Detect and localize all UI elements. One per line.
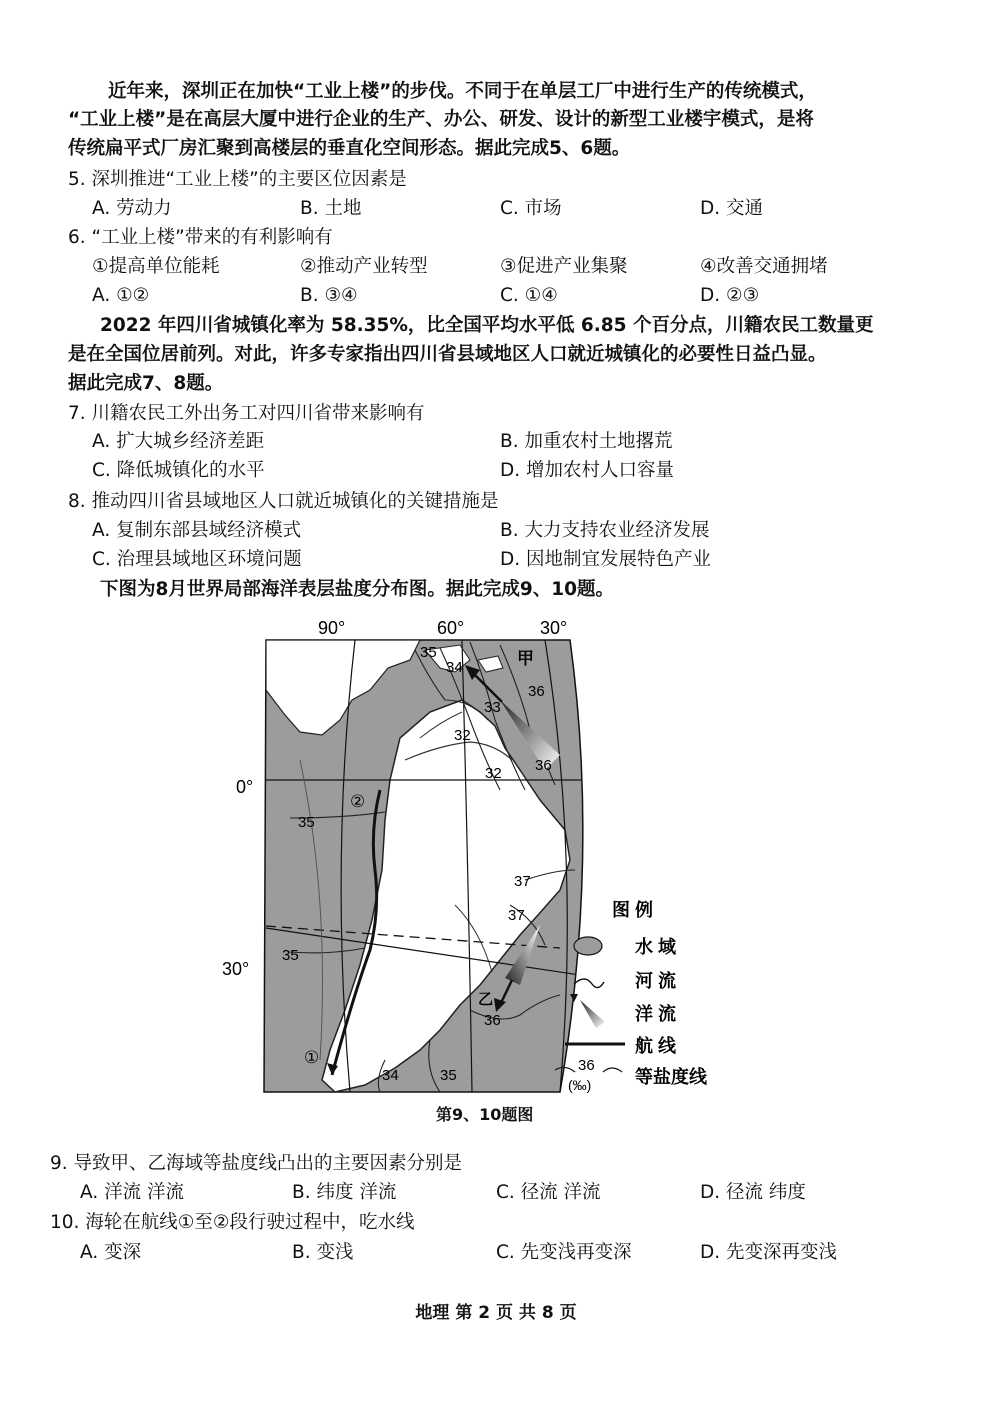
q5-option-b: B. 土地: [300, 198, 362, 219]
q8-option-c: C. 治理县域地区环境问题: [92, 549, 302, 570]
q7-option-d: D. 增加农村人口容量: [500, 460, 675, 481]
q7-option-c: C. 降低城镇化的水平: [92, 460, 265, 481]
iso-label: 35: [298, 814, 315, 831]
legend-river-swatch: [574, 979, 604, 988]
iso-label: 34: [446, 659, 463, 676]
q10-option-c: C. 先变浅再变深: [496, 1242, 632, 1263]
q6-stem: 6. “工业上楼”带来的有利影响有: [68, 227, 333, 248]
iso-label: 35: [420, 644, 437, 661]
q8-option-b: B. 大力支持农业经济发展: [500, 520, 710, 541]
iso-label: 36: [528, 683, 545, 700]
q10-option-b: B. 变浅: [292, 1242, 354, 1263]
q9-option-d: D. 径流 纬度: [700, 1182, 806, 1203]
passage2-line3: 据此完成7、8题。: [68, 373, 224, 394]
q10-option-d: D. 先变深再变浅: [700, 1242, 838, 1263]
iso-label: 33: [484, 699, 501, 716]
legend-iso-value: 36: [578, 1057, 595, 1074]
q7-option-b: B. 加重农村土地撂荒: [500, 431, 673, 452]
legend-river: 河 流: [635, 971, 677, 991]
figure-caption: 第9、10题图: [436, 1105, 534, 1124]
q6-option-c: C. ①④: [500, 285, 558, 306]
legend-current-swatch: [580, 1000, 605, 1028]
q9-option-c: C. 径流 洋流: [496, 1182, 601, 1203]
q6-option-b: B. ③④: [300, 285, 358, 306]
iso-label: 32: [485, 765, 502, 782]
route-marker-2: ②: [350, 792, 366, 811]
q5-option-a: A. 劳动力: [92, 198, 172, 219]
legend-current: 洋 流: [635, 1004, 677, 1024]
q8-option-d: D. 因地制宜发展特色产业: [500, 549, 712, 570]
passage2-line2: 是在全国位居前列。对此，许多专家指出四川省县域地区人口就近城镇化的必要性日益凸显。: [68, 344, 827, 365]
lon-label-90: 90°: [318, 618, 346, 638]
iso-label: 36: [535, 757, 552, 774]
iso-label: 35: [440, 1067, 457, 1084]
legend-route: 航 线: [635, 1036, 677, 1056]
passage2-line1: 2022 年四川省城镇化率为 58.35%，比全国平均水平低 6.85 个百分点，川籍农民工数量更: [100, 315, 874, 336]
route-marker-1: ①: [304, 1048, 320, 1067]
passage3: 下图为8月世界局部海洋表层盐度分布图。据此完成9、10题。: [100, 579, 614, 600]
iso-label: 35: [282, 947, 299, 964]
place-jia: 甲: [517, 649, 534, 668]
q8-stem: 8. 推动四川省县域地区人口就近城镇化的关键措施是: [68, 491, 499, 512]
q6-statement-2: ②推动产业转型: [300, 256, 428, 277]
q7-stem: 7. 川籍农民工外出务工对四川省带来影响有: [68, 403, 425, 424]
place-yi: 乙: [478, 991, 494, 1008]
q9-option-a: A. 洋流 洋流: [80, 1182, 184, 1203]
q6-statement-4: ④改善交通拥堵: [700, 256, 828, 277]
q10-option-a: A. 变深: [80, 1242, 142, 1263]
q6-option-a: A. ①②: [92, 285, 150, 306]
q8-option-a: A. 复制东部县域经济模式: [92, 520, 302, 541]
page-footer: 地理 第 2 页 共 8 页: [415, 1303, 577, 1323]
iso-label: 32: [454, 727, 471, 744]
q5-option-d: D. 交通: [700, 198, 764, 219]
q6-statement-1: ①提高单位能耗: [92, 256, 220, 277]
q5-stem: 5. 深圳推进“工业上楼”的主要区位因素是: [68, 169, 407, 190]
lat-label-30: 30°: [222, 959, 250, 979]
legend-iso-unit: (‰): [568, 1077, 592, 1093]
passage1-line3: 传统扁平式厂房汇聚到高楼层的垂直化空间形态。据此完成5、6题。: [68, 138, 631, 159]
q9-stem: 9. 导致甲、乙海域等盐度线凸出的主要因素分别是: [50, 1153, 463, 1174]
lon-label-30: 30°: [540, 618, 568, 638]
legend-water-swatch: [574, 937, 602, 955]
iso-label: 37: [508, 907, 525, 924]
q5-option-c: C. 市场: [500, 198, 562, 219]
iso-label: 36: [484, 1012, 501, 1029]
lat-label-0: 0°: [236, 777, 254, 797]
passage1-line2: “工业上楼”是在高层大厦中进行企业的生产、办公、研发、设计的新型工业楼宇模式，是将: [68, 109, 814, 130]
legend-water: 水 域: [635, 937, 677, 957]
lon-label-60: 60°: [437, 618, 465, 638]
q9-option-b: B. 纬度 洋流: [292, 1182, 397, 1203]
q6-option-d: D. ②③: [700, 285, 760, 306]
iso-label: 34: [382, 1067, 399, 1084]
q10-stem: 10. 海轮在航线①至②段行驶过程中，吃水线: [50, 1212, 415, 1233]
legend-title: 图 例: [612, 900, 654, 920]
q7-option-a: A. 扩大城乡经济差距: [92, 431, 265, 452]
iso-label: 37: [514, 873, 531, 890]
passage1-line1: 近年来，深圳正在加快“工业上楼”的步伐。不同于在单层工厂中进行生产的传统模式，: [108, 81, 817, 102]
q6-statement-3: ③促进产业集聚: [500, 256, 628, 277]
legend-isohaline: 等盐度线: [635, 1067, 707, 1087]
